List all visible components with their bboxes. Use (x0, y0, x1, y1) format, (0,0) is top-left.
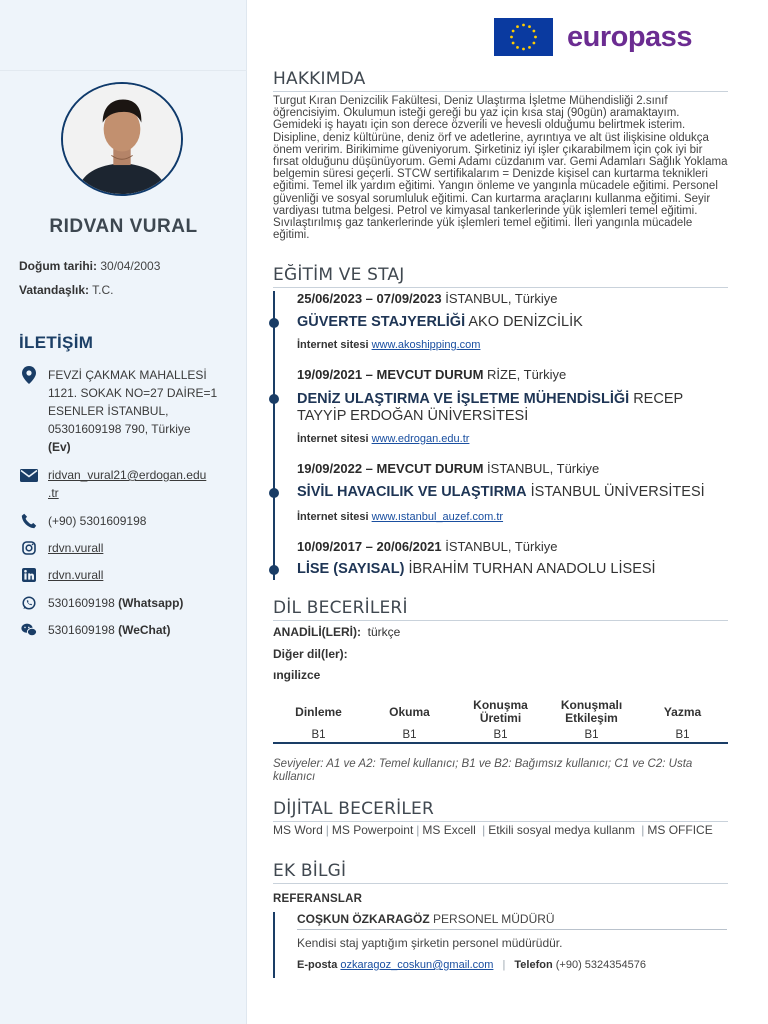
website-label: İnternet sitesi (297, 511, 369, 523)
envelope-icon (19, 466, 39, 484)
reference-name (297, 912, 727, 930)
email-text[interactable]: .tr (48, 486, 59, 500)
birth-label: Doğum tarihi: (19, 259, 97, 273)
column-header: Yazma (663, 704, 702, 719)
education-date (297, 291, 557, 306)
email-item (19, 466, 234, 502)
other-label: Diğer dil(ler): (273, 647, 348, 661)
whatsapp-icon (19, 594, 39, 612)
date-range: 19/09/2022 – MEVCUT DURUM (297, 461, 484, 476)
skill-item: MS Powerpoint (331, 823, 414, 837)
divider (273, 620, 728, 621)
eu-flag-icon (494, 18, 553, 56)
date-range: 25/06/2023 – 07/09/2023 (297, 291, 442, 306)
linkedin-item (19, 566, 234, 584)
website-label: İnternet sitesi (297, 433, 369, 445)
profile-photo (61, 82, 183, 196)
reference-email-link[interactable]: ozkaragoz_coskun@gmail.com (340, 959, 494, 971)
skill-item: MS Word (273, 823, 323, 837)
address-text (48, 366, 217, 456)
website-line (297, 433, 469, 445)
phone-icon (19, 512, 39, 530)
organization: İSTANBUL ÜNİVERSİTESİ (530, 484, 705, 500)
wechat-text (48, 621, 171, 639)
timeline-dot (269, 394, 279, 404)
native-value: türkçe (367, 625, 401, 639)
phone-label: Telefon (514, 959, 553, 971)
organization: İBRAHİM TURHAN ANADOLU LİSESİ (408, 561, 656, 577)
about-title: HAKKIMDA (273, 69, 366, 89)
column-header: Dinleme (295, 704, 342, 719)
instagram-icon (19, 539, 39, 557)
website-label: İnternet sitesi (297, 339, 369, 351)
divider (273, 287, 728, 288)
linkedin-link[interactable]: rdvn.vurall (48, 568, 104, 582)
reference-phone: (+90) 5324354576 (555, 959, 646, 971)
reference-person: COŞKUN ÖZKARAGÖZ (297, 912, 430, 926)
organization: AKO DENİZCİLİK (468, 314, 583, 330)
about-text: Turgut Kıran Denizcilik Fakültesi, Deniz Ulaştırma İşletme Mühendisliği 2.sınıf öğrencisiyim. Okulumun isteği gereği bu yaz için kısa staj (90gün) aramaktayım. Gemideki iş hayatı için son derece özverili ve hevesli olduğumu belirtmek isterim. Disipline, deniz kültürüne, deniz örf ve adetlerine, ayrıntıya ve alt üst ilişkisine oldukça önem veririm. Birikimime güveniyorum. Şirketiniz iyi işler çıkarabilmem için çok iyi bir fırsat olduğunu düşünüyorum. Gemi Adamı cüzdanım var. Gemi Adamları Sağlık Yoklama belgemin süresi geçerli. STCW sertifikalarım = Denizde kişisel can kurtarma teknikleri eğitimi. Temel ilk yardım eğitimi. Yangın önleme ve yangınla mücadele eğitimi. Personel güvenliği ve sosyal sorumluluk eğitimi. Can kurtarma araçlarını kullanma eğitimi. Seyir vardiyası tutma belgesi. Petrol ve kimyasal tankerlerinde yük işlemleri temel eğitimi. Sıvılaştırılmış gaz tankerlerinde yük işlemleri temel eğitimi. İleri yangınla mücadele eğitimi. (273, 95, 728, 242)
address-item (19, 366, 234, 456)
timeline-line (273, 912, 275, 978)
wechat-item (19, 621, 234, 639)
column-header: Konuşma Üretimi (473, 698, 528, 725)
date-range: 19/09/2021 – MEVCUT DURUM (297, 367, 484, 382)
address-line: FEVZİ ÇAKMAK MAHALLESİ (48, 368, 207, 382)
whatsapp-text (48, 594, 183, 612)
website-link[interactable]: www.ıstanbul_auzef.com.tr (371, 511, 504, 523)
wechat-number: 5301609198 (48, 623, 115, 637)
address-line: 05301609198 790, Türkiye (48, 422, 191, 436)
level-cell: B1 (311, 729, 326, 741)
whatsapp-item (19, 594, 234, 612)
other-language-name (273, 668, 320, 682)
timeline-dot (269, 318, 279, 328)
position-title: GÜVERTE STAJYERLİĞİ (297, 314, 466, 330)
education-title-line (297, 484, 727, 501)
divider (273, 91, 728, 92)
extra-title: EK BİLGİ (273, 861, 347, 881)
skill-item: Etkili sosyal medya kullanm (488, 823, 635, 837)
divider (0, 70, 247, 71)
email-label: E-posta (297, 959, 338, 971)
language-name: ıngilizce (273, 668, 321, 682)
column-header: Okuma (389, 704, 430, 719)
location: İSTANBUL, Türkiye (445, 539, 558, 554)
digital-skills: MS Word | MS Powerpoint | MS Excell | Etkili sosyal medya kullanm | MS OFFICE (273, 823, 713, 837)
timeline-line (273, 291, 275, 580)
europass-wordmark: europass (567, 20, 692, 53)
level-cell: B1 (584, 729, 599, 741)
wechat-icon (19, 621, 39, 639)
phone-item (19, 512, 234, 530)
divider (273, 821, 728, 822)
wechat-label: (WeChat) (118, 623, 171, 637)
digital-title: DİJİTAL BECERİLER (273, 799, 434, 819)
website-line (297, 339, 480, 351)
level-cell: B1 (675, 729, 690, 741)
skill-item: MS OFFICE (647, 823, 713, 837)
nationality (19, 283, 114, 297)
person-name: RIDVAN VURAL (49, 216, 198, 237)
skill-item: MS Excell (422, 823, 476, 837)
organization: RECEP TAYYİP ERDOĞAN ÜNİVERSİTESİ (297, 391, 683, 424)
location: RİZE, Türkiye (487, 367, 567, 382)
nationality-value: T.C. (92, 283, 114, 297)
references-label: REFERANSLAR (273, 893, 363, 905)
other-languages-label (273, 647, 348, 661)
address-line: 1121. SOKAK NO=27 DAİRE=1 (48, 386, 218, 400)
website-link[interactable]: www.akoshipping.com (371, 339, 481, 351)
birth-date (19, 259, 160, 273)
reference-contact (297, 959, 646, 971)
native-language (273, 625, 400, 639)
languages-title: DİL BECERİLERİ (273, 598, 408, 618)
location: İSTANBUL, Türkiye (445, 291, 558, 306)
education-title-line (297, 561, 727, 578)
timeline-dot (269, 565, 279, 575)
website-link[interactable]: www.edrogan.edu.tr (371, 433, 470, 445)
birth-value: 30/04/2003 (100, 259, 161, 273)
nationality-label: Vatandaşlık: (19, 283, 90, 297)
education-date (297, 461, 599, 476)
reference-description: Kendisi staj yaptığım şirketin personel müdürüdür. (297, 936, 563, 950)
whatsapp-label: (Whatsapp) (118, 596, 184, 610)
location: İSTANBUL, Türkiye (487, 461, 600, 476)
position-title: LİSE (SAYISAL) (297, 561, 405, 577)
reference-role: PERSONEL MÜDÜRÜ (433, 912, 555, 926)
sidebar (0, 0, 247, 1024)
europass-logo (494, 18, 692, 56)
education-title: EĞİTİM VE STAJ (273, 265, 405, 285)
phone-text: (+90) 5301609198 (48, 514, 147, 528)
linkedin-icon (19, 566, 39, 584)
email-text[interactable]: ridvan_vural21@erdogan.edu (48, 468, 207, 482)
table-row (273, 728, 728, 744)
divider (273, 883, 728, 884)
level-cell: B1 (493, 729, 508, 741)
position-title: SİVİL HAVACILIK VE ULAŞTIRMA (297, 484, 527, 500)
education-title-line (297, 391, 727, 425)
position-title: DENİZ ULAŞTIRMA VE İŞLETME MÜHENDİSLİĞİ (297, 391, 630, 407)
contact-heading: İLETİŞİM (19, 333, 94, 352)
instagram-link[interactable]: rdvn.vurall (48, 541, 104, 555)
language-skills-table (273, 696, 728, 744)
table-header-row (273, 696, 728, 728)
native-label: ANADİLİ(LERİ): (273, 625, 361, 639)
education-date (297, 539, 557, 554)
website-line (297, 511, 503, 523)
separator: | (502, 959, 506, 971)
email-link[interactable] (48, 466, 206, 502)
whatsapp-number: 5301609198 (48, 596, 115, 610)
location-pin-icon (19, 366, 39, 384)
address-type: (Ev) (48, 440, 71, 454)
level-cell: B1 (402, 729, 417, 741)
timeline-dot (269, 488, 279, 498)
instagram-item (19, 539, 234, 557)
education-title-line (297, 314, 727, 331)
column-header: Konuşmalı Etkileşim (560, 698, 623, 725)
profile-photo-image (63, 84, 181, 194)
date-range: 10/09/2017 – 20/06/2021 (297, 539, 442, 554)
education-date (297, 367, 566, 382)
address-line: ESENLER İSTANBUL, (48, 404, 169, 418)
levels-note: Seviyeler: A1 ve A2: Temel kullanıcı; B1 ve B2: Bağımsız kullanıcı; C1 ve C2: Usta kullanıcı (273, 758, 693, 783)
